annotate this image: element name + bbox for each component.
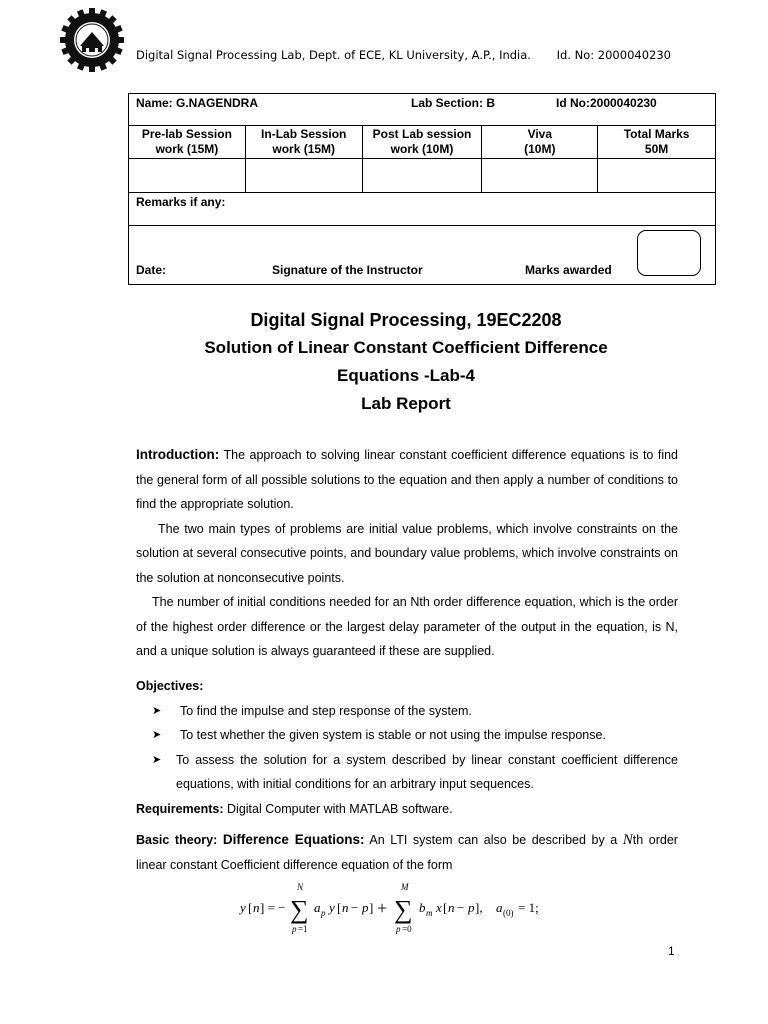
date-label: Date: (136, 263, 167, 277)
svg-text:M: M (401, 882, 409, 892)
svg-text:= 1;: = 1; (518, 900, 539, 915)
id-value: 2000040230 (597, 48, 671, 62)
svg-text:b: b (419, 900, 426, 915)
svg-text:],: ], (475, 900, 483, 915)
svg-text:−: − (351, 900, 359, 915)
marks-awarded-box (637, 230, 701, 276)
objectives-list (136, 699, 678, 797)
svg-text:p: p (468, 900, 475, 915)
experiment-title-line2: Equations -Lab-4 (337, 366, 475, 385)
svg-text:(0): (0) (503, 908, 514, 918)
svg-text:n: n (253, 900, 260, 915)
report-title (128, 306, 684, 418)
requirements-line (136, 797, 678, 822)
arrow-bullet-icon: ➤ (152, 704, 162, 717)
svg-text:]: ] (369, 900, 374, 915)
intro-paragraph-2: The two main types of problems are initial value problems, which involve constraints on the solution at several consecutive points, and boundary value problems, which involve constraints on the solution at nonconsecutive points. (136, 521, 678, 585)
svg-text:p: p (362, 900, 369, 915)
arrow-bullet-icon: ➤ (152, 729, 162, 741)
svg-text:[: [ (443, 900, 448, 915)
objective-item: ➤ To find the impulse and step response of the system. (136, 699, 678, 724)
svg-text:x: x (436, 900, 442, 915)
grade-table (128, 93, 716, 285)
requirements-text: Digital Computer with MATLAB software. (227, 801, 453, 816)
university-logo-icon (60, 8, 124, 72)
basic-theory-label: Basic theory: (136, 833, 218, 847)
svg-text:p: p (292, 924, 297, 934)
marks-entry-row (129, 159, 716, 193)
svg-text:[: [ (337, 900, 342, 915)
svg-text:=0: =0 (402, 924, 412, 934)
svg-text:m: m (426, 908, 433, 918)
page-number: 1 (668, 944, 675, 958)
svg-text:a: a (314, 900, 321, 915)
student-name: Name: G.NAGENDRA (136, 96, 259, 110)
svg-text:n: n (342, 900, 349, 915)
objectives-heading: Objectives: (136, 679, 204, 693)
marks-awarded-label: Marks awarded (525, 263, 612, 277)
lab-section: Lab Section: B (411, 96, 496, 110)
svg-text:y: y (240, 900, 246, 915)
svg-text:=1: =1 (298, 924, 308, 934)
col-prelab: Pre-lab Session work (15M) (129, 126, 246, 159)
arrow-bullet-icon: ➤ (152, 753, 162, 766)
intro-paragraph-1: Introduction: The approach to solving linear constant coefficient difference equations is to find the general form of all possible solutions to the equation and then apply a number of conditions to find the appropriate solution. (136, 447, 678, 511)
svg-text:∑: ∑ (394, 895, 413, 924)
requirements-label: Requirements: (136, 801, 224, 816)
svg-text:[: [ (248, 900, 253, 915)
marks-header-row (129, 126, 716, 159)
remarks-label: Remarks if any: (129, 193, 716, 226)
svg-text:∑: ∑ (290, 895, 309, 924)
col-viva: Viva (10M) (482, 126, 598, 159)
remarks-row (129, 193, 716, 226)
experiment-title-line1: Solution of Linear Constant Coefficient Difference (204, 338, 608, 357)
institution-text: Digital Signal Processing Lab, Dept. of ECE, KL University, A.P., India. (136, 48, 531, 62)
viva-marks-cell (482, 159, 598, 193)
student-info-row (129, 94, 716, 126)
svg-text:] = −: ] = − (260, 900, 286, 915)
page-header (60, 8, 740, 72)
report-label: Lab Report (361, 394, 451, 413)
intro-paragraph-3: The number of initial conditions needed for an Nth order difference equation, which is the order of the highest order difference or the largest delay parameter of the output in the equation, is N, and a unique solution is always guaranteed if these are supplied. (136, 595, 678, 658)
svg-text:p: p (396, 924, 401, 934)
svg-text:p: p (321, 908, 326, 918)
objective-item: ➤ To test whether the given system is stable or not using the impulse response. (136, 723, 678, 748)
course-title: Digital Signal Processing, 19EC2208 (250, 310, 562, 330)
svg-text:n: n (448, 900, 455, 915)
total-marks-cell (598, 159, 716, 193)
difference-equation-formula (238, 882, 558, 938)
svg-text:a: a (496, 900, 503, 915)
svg-text:−: − (457, 900, 465, 915)
col-inlab: In-Lab Session work (15M) (245, 126, 362, 159)
postlab-marks-cell (362, 159, 482, 193)
svg-text:y: y (329, 900, 335, 915)
basic-theory-section: Basic theory: Difference Equations: An LTI system can also be described by a Nth order linear constant Coefficient difference equation of the form (136, 832, 678, 872)
inlab-marks-cell (245, 159, 362, 193)
signature-row (129, 226, 716, 285)
n-variable: N (622, 832, 633, 848)
svg-text:N: N (297, 882, 304, 892)
objective-item: ➤ To assess the solution for a system described by linear constant coefficient difference equations, with initial conditions for an arbitrary input sequences. (136, 748, 678, 797)
objectives-section (136, 674, 678, 821)
student-id: Id No:2000040230 (556, 96, 657, 110)
prelab-marks-cell (129, 159, 246, 193)
difference-equations-heading: Difference Equations: (222, 832, 365, 847)
introduction-section (136, 443, 678, 664)
id-label: Id. No: (556, 48, 595, 62)
header-text (136, 48, 671, 62)
col-postlab: Post Lab session work (10M) (362, 126, 482, 159)
signature-label: Signature of the Instructor (272, 263, 423, 277)
intro-heading: Introduction: (136, 447, 220, 462)
col-total: Total Marks 50M (598, 126, 716, 159)
svg-text:+: + (377, 898, 388, 918)
